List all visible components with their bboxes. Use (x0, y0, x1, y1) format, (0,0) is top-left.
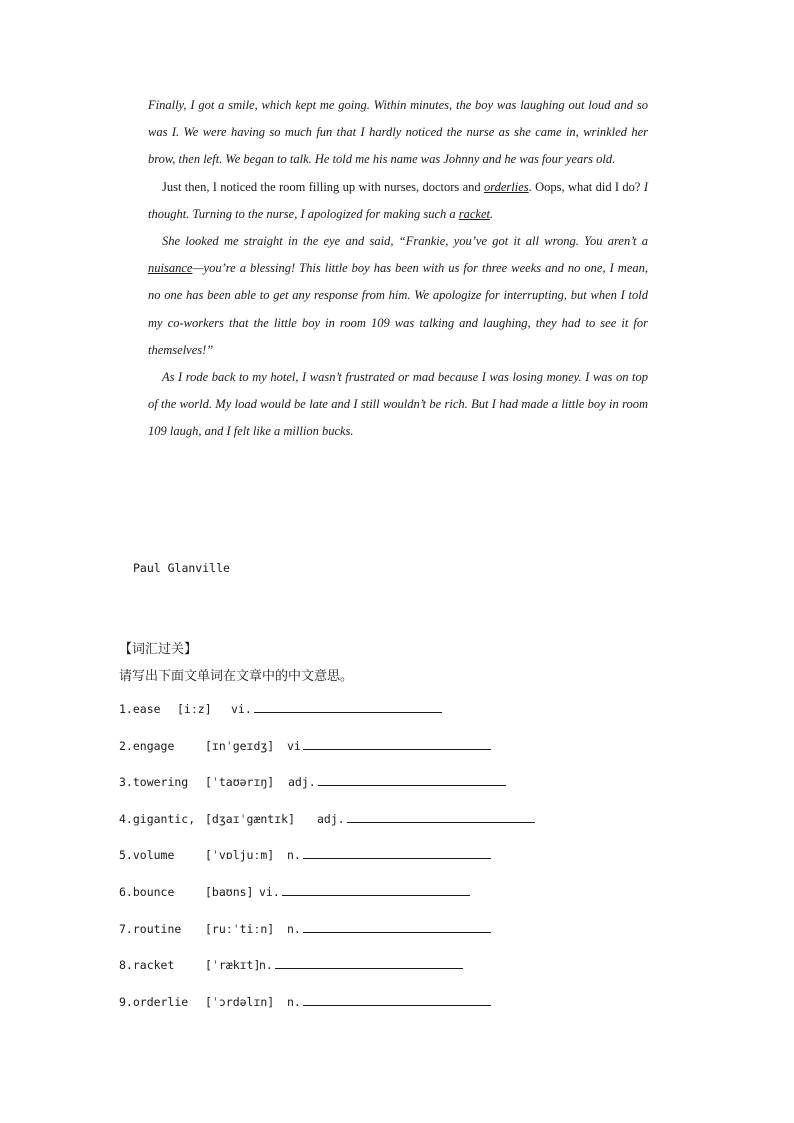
answer-blank[interactable] (275, 956, 463, 969)
vocab-word: 6.bounce (119, 884, 175, 899)
vocab-phonetic: [iːz] (177, 702, 212, 716)
vocab-word: 4.gigantic, (119, 811, 196, 826)
vocab-phonetic: [ˈtaʊərɪŋ] (205, 775, 275, 790)
story-paragraph-2 (148, 174, 648, 228)
story-paragraph-1: Finally, I got a smile, which kept me going. Within minutes, the boy was laughing out loud and so was I. We were having so much fun that I hardly noticed the nurse as she came in, wrinkled her brow, then left. We began to talk. He told me his name was Johnny and he was four years old. (148, 98, 648, 167)
vocab-row (119, 773, 599, 810)
vocab-word: 2.engage (119, 738, 175, 753)
vocab-pos: n. (259, 958, 273, 973)
vocab-row (119, 956, 599, 993)
story-text: Just then, I noticed the room filling up with nurses, doctors and (162, 179, 484, 194)
vocab-pos: n. (287, 921, 301, 936)
vocab-word-nuisance: nuisance (148, 261, 193, 276)
answer-blank[interactable] (282, 883, 470, 896)
vocab-pos: vi. (259, 884, 280, 899)
vocab-word: 1.ease (119, 702, 161, 716)
answer-blank[interactable] (303, 737, 491, 750)
vocab-pos: n. (287, 994, 301, 1009)
vocab-word: 5.volume (119, 848, 175, 863)
story-paragraph-3 (148, 228, 648, 364)
vocab-pos: vi. (231, 702, 252, 716)
vocab-word: 3.towering (119, 775, 189, 790)
vocab-phonetic: [ˈrækɪt] (205, 958, 261, 973)
vocab-phonetic: [dʒaɪˈgæntɪk] (205, 811, 296, 826)
story-text: She looked me straight in the eye and said, “Frankie, you’ve got it all wrong. You aren’t a (162, 234, 648, 249)
vocab-phonetic: [ˈɔrdəlɪn] (205, 994, 275, 1009)
story-text-oops: Oops, what did I do? (535, 179, 641, 194)
vocab-word-racket: racket (458, 206, 490, 221)
answer-blank[interactable] (347, 810, 535, 823)
vocab-pos: n. (287, 848, 301, 863)
section-title: 【词汇过关】 (119, 642, 198, 657)
vocab-phonetic: [ɪnˈgeɪdʒ] (205, 738, 275, 753)
vocab-row (119, 846, 599, 883)
story-excerpt (148, 92, 648, 446)
vocab-list (119, 700, 599, 1029)
story-text: —you’re a blessing! This little boy has been with us for three weeks and no one, I mean, no one has been able to get any response from him. We apologize for interrupting, but when I told my co-workers that the little boy in room 109 was talking and laughing, they had to see it for themselves!” (148, 261, 648, 357)
answer-blank[interactable] (318, 773, 506, 786)
vocab-pos: adj. (317, 811, 345, 826)
vocab-word: 9.orderlie (119, 994, 189, 1009)
vocab-row (119, 810, 599, 847)
vocab-word-orderlies: orderlies (483, 179, 529, 194)
answer-blank[interactable] (303, 920, 491, 933)
vocab-row (119, 700, 599, 737)
story-text: . (528, 179, 536, 194)
vocab-pos: adj. (288, 775, 316, 790)
answer-blank[interactable] (254, 700, 442, 713)
vocab-row (119, 920, 599, 957)
answer-blank[interactable] (303, 993, 491, 1006)
vocab-row (119, 737, 599, 774)
instruction-text: 请写出下面文单词在文章中的中文意思。 (119, 669, 354, 684)
vocab-row (119, 993, 599, 1030)
vocab-pos: vi (287, 738, 301, 753)
vocab-word: 7.routine (119, 921, 182, 936)
answer-blank[interactable] (303, 846, 491, 859)
story-paragraph-4: As I rode back to my hotel, I wasn’t frustrated or mad because I was losing money. I was on top of the world. My load would be late and I still wouldn’t be rich. But I had made a little boy in room 109 laugh, and I felt like a million bucks. (148, 370, 648, 439)
vocab-phonetic: [baʊns] (205, 884, 254, 899)
story-text: I thought. Turning to the nurse, I apologized for making such a (148, 179, 648, 221)
vocab-phonetic: [ˈvɒljuːm] (205, 848, 275, 863)
author-name: Paul Glanville (133, 561, 230, 575)
vocab-phonetic: [ruːˈtiːn] (205, 921, 275, 936)
vocab-row (119, 883, 599, 920)
vocab-word: 8.racket (119, 958, 175, 973)
story-text: . (490, 206, 494, 221)
